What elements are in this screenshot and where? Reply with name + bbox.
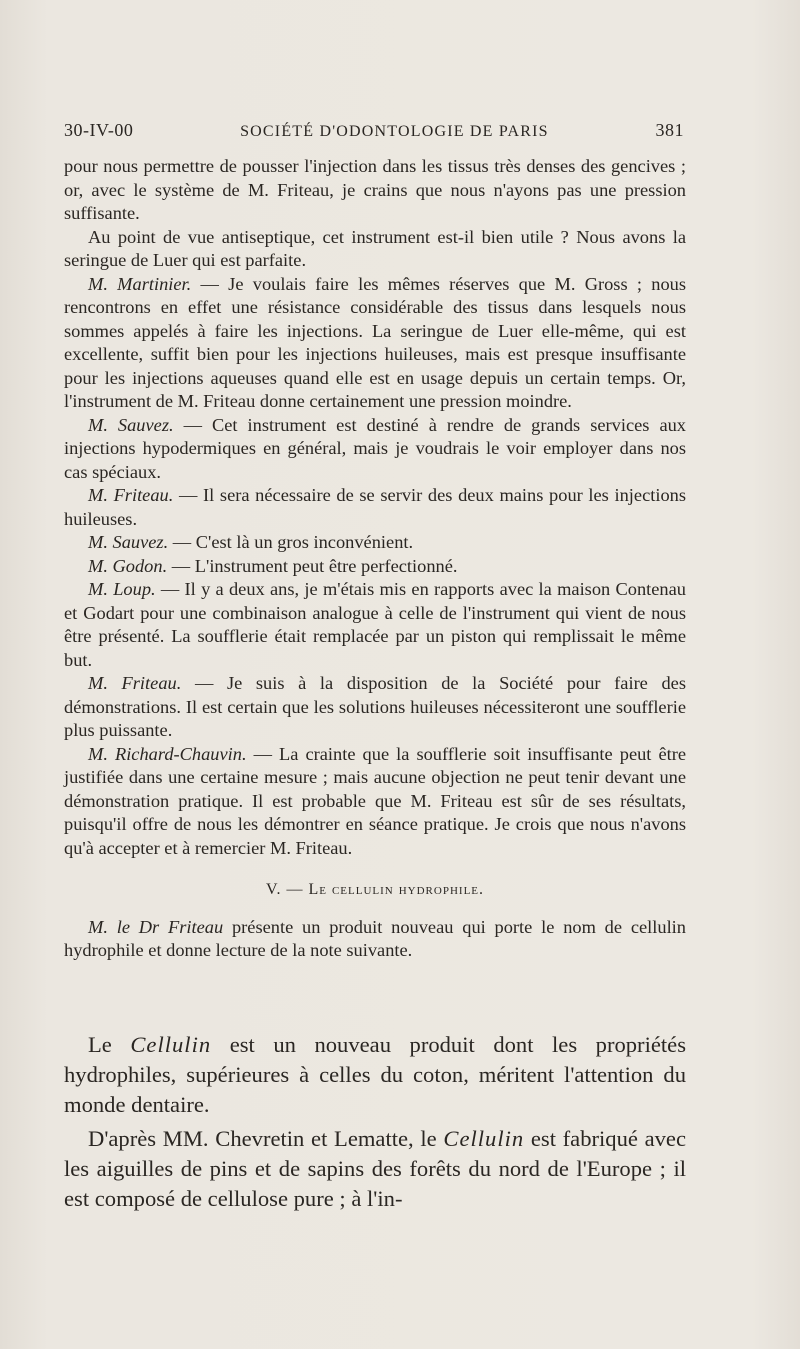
note-text-part: D'après MM. Chevretin et Lematte, le [88,1126,444,1151]
speaker-name: M. Martinier. [88,273,192,294]
header-journal-title: SOCIÉTÉ D'ODONTOLOGIE DE PARIS [240,123,549,140]
speaker-paragraph [64,555,686,579]
header-date: 30-IV-00 [64,120,134,140]
speaker-name: M. Friteau. [88,673,182,693]
product-name: Cellulin [130,1032,212,1057]
speaker-paragraph [64,414,686,485]
paragraph [64,155,686,226]
speaker-name: M. le Dr Friteau [88,916,224,937]
speaker-name: M. Godon. [88,555,168,576]
section-heading [64,878,686,902]
paragraph-text: Au point de vue antiseptique, cet instrument est-il bien utile ? Nous avons la seringue de Luer qui est parfaite. [64,226,686,270]
page-number: 381 [655,120,684,140]
note-paragraph [64,1030,686,1120]
paragraph-text: pour nous permettre de pousser l'injection dans les tissus très denses des gencives ; or, avec le système de M. Friteau, je crains que nous n'ayons pas une pression suffisante. [64,156,686,223]
paragraph-text: — Il sera nécessaire de se servir des deux mains pour les injections huileuses. [64,485,686,529]
speaker-name: M. Friteau. [88,485,174,505]
speaker-paragraph [64,578,686,672]
paragraph-text: — C'est là un gros inconvénient. [168,532,414,552]
paragraph-text: — La crainte que la soufflerie soit insuffisante peut être justifiée dans une certaine mesure ; mais aucune objection ne peut tenir devant une démonstration pratique. Il est probable que M. Friteau est sûr de ses résultats, puisqu'il offre de nous les démontrer en séance pratique. Je crois que nous n'avons qu'à accepter et à remercier M. Friteau. [64,743,687,858]
speaker-paragraph [64,672,686,743]
note-text-part: est fabriqué avec les aiguilles de pins et de sapins des forêts du nord de l'Europe ; il est composé de cellulose pure ; à l'in- [64,1126,686,1211]
note-paragraph [64,1124,686,1214]
product-name: Cellulin [443,1126,525,1151]
discussion-text [64,155,686,963]
paragraph-text: — Cet instrument est destiné à rendre de grands services aux injections hypodermiques en général, mais je voudrais le voir employer dans nos cas spéciaux. [64,414,686,482]
section-title: Le cellulin hydrophile. [308,881,485,898]
running-header [64,120,684,141]
paragraph [64,226,686,273]
note-text [64,1030,686,1218]
note-text-part: Le [88,1032,131,1057]
section-number: V. — [265,881,304,898]
paragraph-text: — L'instrument peut être perfectionné. [167,555,458,576]
paragraph-text: — Je voulais faire les mêmes réserves que M. Gross ; nous rencontrons en effet une résistance considérable des tissus dans lesquels nous sommes appelés à faire les injections. La seringue de Luer elle-même, qui est excellente, suffit bien pour les injections huileuses, mais est presque insuffisante pour les injections aqueuses quand elle est en usage depuis un certain temps. Or, l'instrument de M. Friteau donne certainement une pression moindre. [64,273,686,411]
note-text-part: est un nouveau produit dont les propriétés hydrophiles, supérieures à celles du coton, méritent l'attention du monde dentaire. [64,1032,686,1117]
speaker-name: M. Richard-Chauvin. [88,743,247,764]
speaker-paragraph [64,484,686,531]
speaker-paragraph [64,531,686,555]
intro-paragraph [64,916,686,963]
paragraph-text: présente un produit nouveau qui porte le nom de cellulin hydrophile et donne lecture de la note suivante. [64,916,686,960]
speaker-name: M. Sauvez. [88,532,169,552]
speaker-paragraph [64,273,686,414]
speaker-paragraph [64,743,686,861]
paragraph-text: — Il y a deux ans, je m'étais mis en rapports avec la maison Contenau et Godart pour une combinaison analogue à celle de l'instrument qui vient de nous être présenté. La soufflerie était remplacée par un piston qui remplissait le même but. [64,579,686,670]
speaker-name: M. Loup. [88,579,156,599]
paragraph-text: — Je suis à la disposition de la Société pour faire des démonstrations. Il est certain que les solutions huileuses nécessiteront une soufflerie plus puissante. [64,673,686,740]
speaker-name: M. Sauvez. [88,414,174,435]
